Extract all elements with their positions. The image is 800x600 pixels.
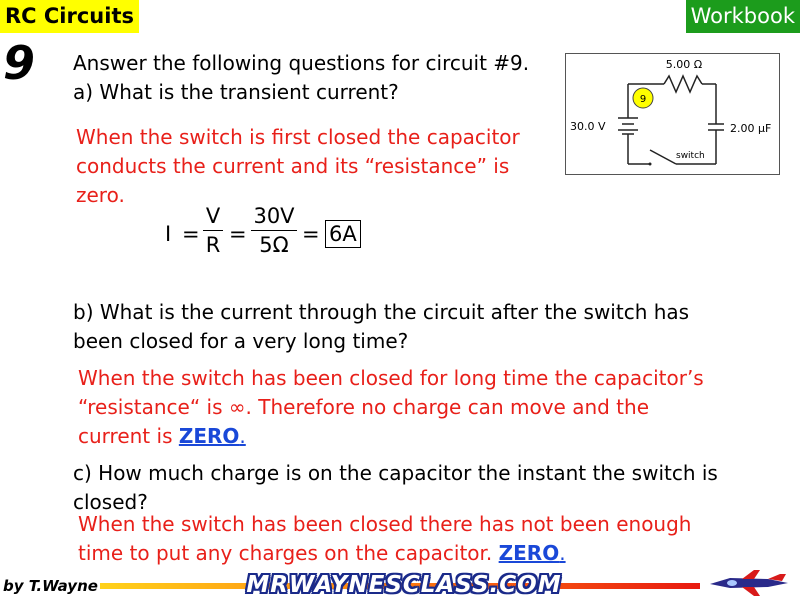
- part-a-answer-line-1: When the switch is first closed the capacitor: [76, 125, 520, 149]
- part-b-answer-prefix: current is: [78, 424, 179, 448]
- part-c-answer-line-2: [78, 539, 566, 568]
- part-c-answer-prefix: time to put any charges on the capacitor.: [78, 541, 499, 565]
- part-a-answer-line-3: zero.: [76, 183, 125, 207]
- question-number: 9: [3, 36, 34, 90]
- part-b-answer-zero: ZERO: [178, 424, 240, 448]
- frac2-denominator: 5Ω: [259, 233, 289, 257]
- equation-equals-3: =: [302, 222, 320, 246]
- fraction-values: [251, 202, 297, 259]
- page-title: RC Circuits: [0, 0, 139, 33]
- part-c-answer-period: .: [559, 541, 566, 565]
- part-b-answer-line-3: [78, 422, 246, 451]
- resistor-symbol: [664, 76, 702, 92]
- battery-symbol: [618, 118, 638, 134]
- equation: [165, 202, 375, 266]
- workbook-label: Workbook: [686, 0, 800, 33]
- part-c-answer-line-1: When the switch has been closed there has not been enough: [78, 512, 692, 536]
- part-b-question-line-2: been closed for a very long time?: [73, 329, 409, 353]
- equation-equals-2: =: [229, 222, 247, 246]
- switch-label: switch: [676, 151, 705, 161]
- intro-text: Answer the following questions for circuit #9.: [73, 51, 530, 75]
- capacitor-label: 2.00 μF: [730, 122, 772, 135]
- circuit-schematic: [566, 54, 779, 174]
- part-b-answer-line-1: When the switch has been closed for long time the capacitor’s: [78, 366, 704, 390]
- part-b-question-line-1: b) What is the current through the circuit after the switch has: [73, 300, 690, 324]
- part-c-answer-zero: ZERO: [498, 541, 560, 565]
- rocket-icon: [708, 568, 796, 598]
- frac1-numerator: V: [205, 204, 221, 228]
- equation-result: 6A: [325, 220, 361, 248]
- frac1-denominator: R: [205, 233, 221, 257]
- part-b-answer-period: .: [239, 424, 246, 448]
- equation-lhs: I: [165, 222, 172, 246]
- circuit-diagram: [565, 53, 780, 175]
- fraction-v-over-r: [203, 202, 223, 259]
- part-b-answer-line-2: “resistance“ is ∞. Therefore no charge can move and the: [78, 395, 649, 419]
- part-c-question-line-1: c) How much charge is on the capacitor the instant the switch is: [73, 461, 718, 485]
- part-c-question-line-2: closed?: [73, 490, 148, 514]
- circuit-badge: 9: [639, 94, 647, 105]
- part-a-question: a) What is the transient current?: [73, 80, 399, 104]
- equation-equals-1: =: [182, 222, 200, 246]
- battery-label: 30.0 V: [570, 120, 606, 133]
- part-a-answer-line-2: conducts the current and its “resistance” is: [76, 154, 510, 178]
- frac2-numerator: 30V: [253, 204, 295, 228]
- author-credit: by T.Wayne: [3, 577, 98, 595]
- site-logo: MRWAYNESCLASS.COM: [246, 572, 562, 598]
- resistor-label: 5.00 Ω: [665, 58, 703, 71]
- switch-symbol: [649, 150, 677, 166]
- capacitor-symbol: [708, 124, 724, 130]
